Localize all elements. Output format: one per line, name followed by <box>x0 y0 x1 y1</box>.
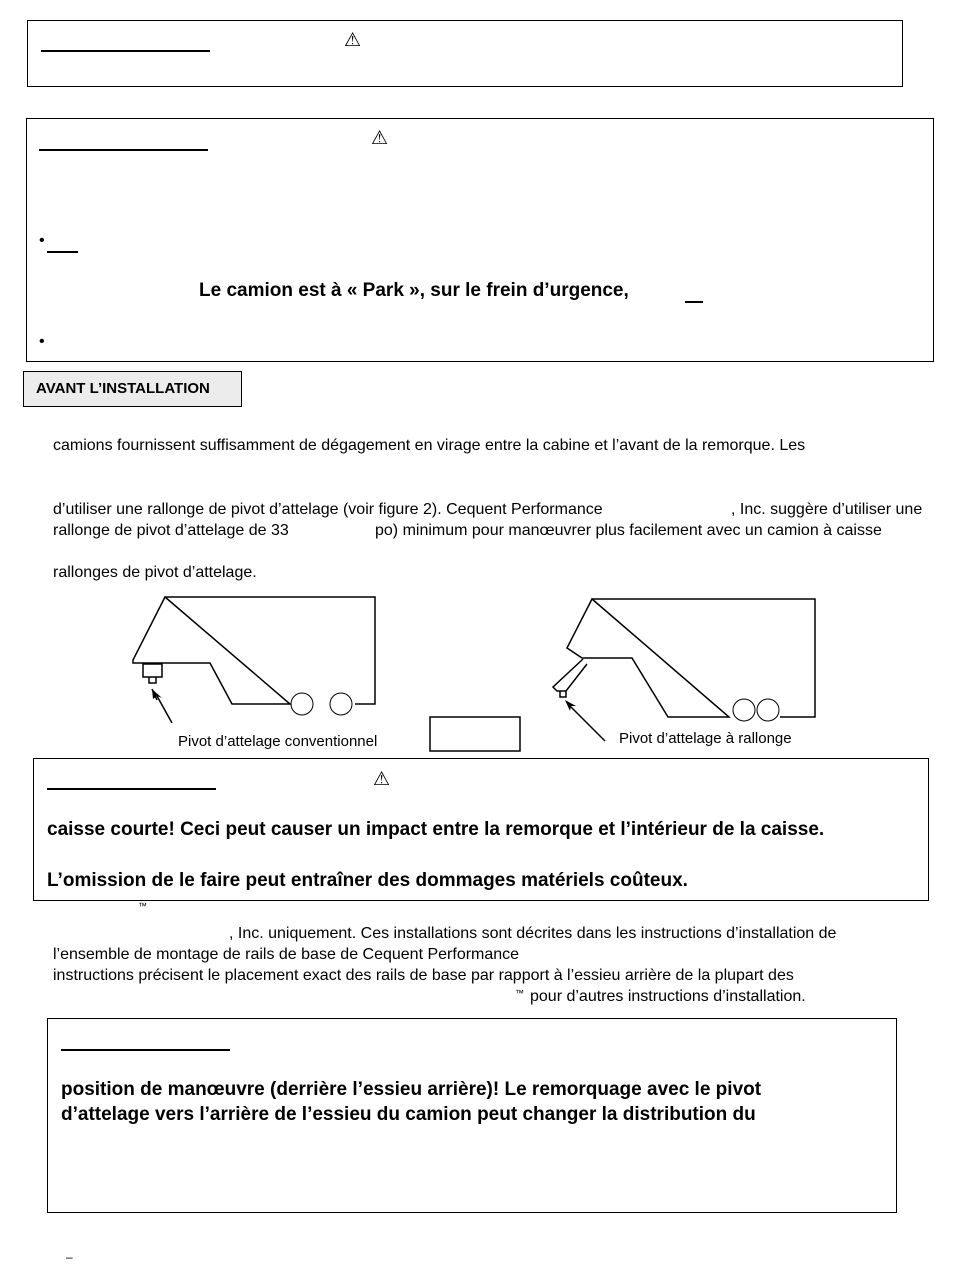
kingpin-conventional <box>143 664 162 677</box>
trailer-wheel <box>757 699 779 721</box>
paragraph-line: , Inc. uniquement. Ces installations sont décrites dans les instructions d’installation de <box>229 925 837 942</box>
trailer-wheel <box>733 699 755 721</box>
trademark-symbol: ™ <box>515 988 524 998</box>
paragraph-line: rallonges de pivot d’attelage. <box>53 564 257 581</box>
paragraph-line: d’utiliser une rallonge de pivot d’attelage (voir figure 2). Cequent Performance <box>53 501 603 518</box>
trailer-wheel <box>291 693 313 715</box>
kingpin-extended <box>553 659 587 691</box>
caption-extended-kingpin: Pivot d’attelage à rallonge <box>619 730 792 747</box>
warning-heading-underline <box>47 788 216 790</box>
bullet: • <box>39 232 45 249</box>
warning-triangle-icon: ⚠ <box>344 29 362 51</box>
paragraph-line: rallonge de pivot d’attelage de 33 <box>53 522 289 539</box>
caption-conventional-kingpin: Pivot d’attelage conventionnel <box>178 733 378 750</box>
figure-label-box <box>430 717 520 751</box>
short-bed-warning-text: caisse courte! Ceci peut causer un impact entre la remorque et l’intérieur de la caisse. <box>47 819 825 840</box>
towing-position-warning-text: d’attelage vers l’arrière de l’essieu du camion peut changer la distribution du <box>61 1104 756 1125</box>
paragraph-line: instructions précisent le placement exact des rails de base par rapport à l’essieu arrière de la plupart des <box>53 967 794 984</box>
trailer-conventional-body <box>133 597 375 704</box>
damage-warning-text: L’omission de le faire peut entraîner des dommages matériels coûteux. <box>47 870 688 891</box>
warning-triangle-icon: ⚠ <box>373 768 391 790</box>
warning-triangle-icon: ⚠ <box>371 127 389 149</box>
warning-heading-underline <box>61 1049 230 1051</box>
trademark-symbol: ™ <box>138 901 147 911</box>
park-warning-text: Le camion est à « Park », sur le frein d’urgence, <box>199 280 629 301</box>
trailer-extended-body <box>567 599 815 717</box>
trailer-wheel <box>330 693 352 715</box>
bullet: • <box>39 333 45 350</box>
paragraph-line: camions fournissent suffisamment de dégagement en virage entre la cabine et l’avant de la remorque. Les <box>53 437 806 454</box>
paragraph-line: po) minimum pour manœuvrer plus facilement avec un camion à caisse <box>375 522 882 539</box>
paragraph-line: pour d’autres instructions d’installation. <box>530 988 806 1005</box>
paragraph-line: l’ensemble de montage de rails de base de Cequent Performance <box>53 946 520 963</box>
paragraph-line: , Inc. suggère d’utiliser une <box>731 501 923 518</box>
footer-dash: – <box>66 1250 73 1264</box>
section-tab-before-installation: AVANT L’INSTALLATION <box>23 371 242 407</box>
towing-position-warning-text: position de manœuvre (derrière l’essieu arrière)! Le remorquage avec le pivot <box>61 1079 762 1100</box>
